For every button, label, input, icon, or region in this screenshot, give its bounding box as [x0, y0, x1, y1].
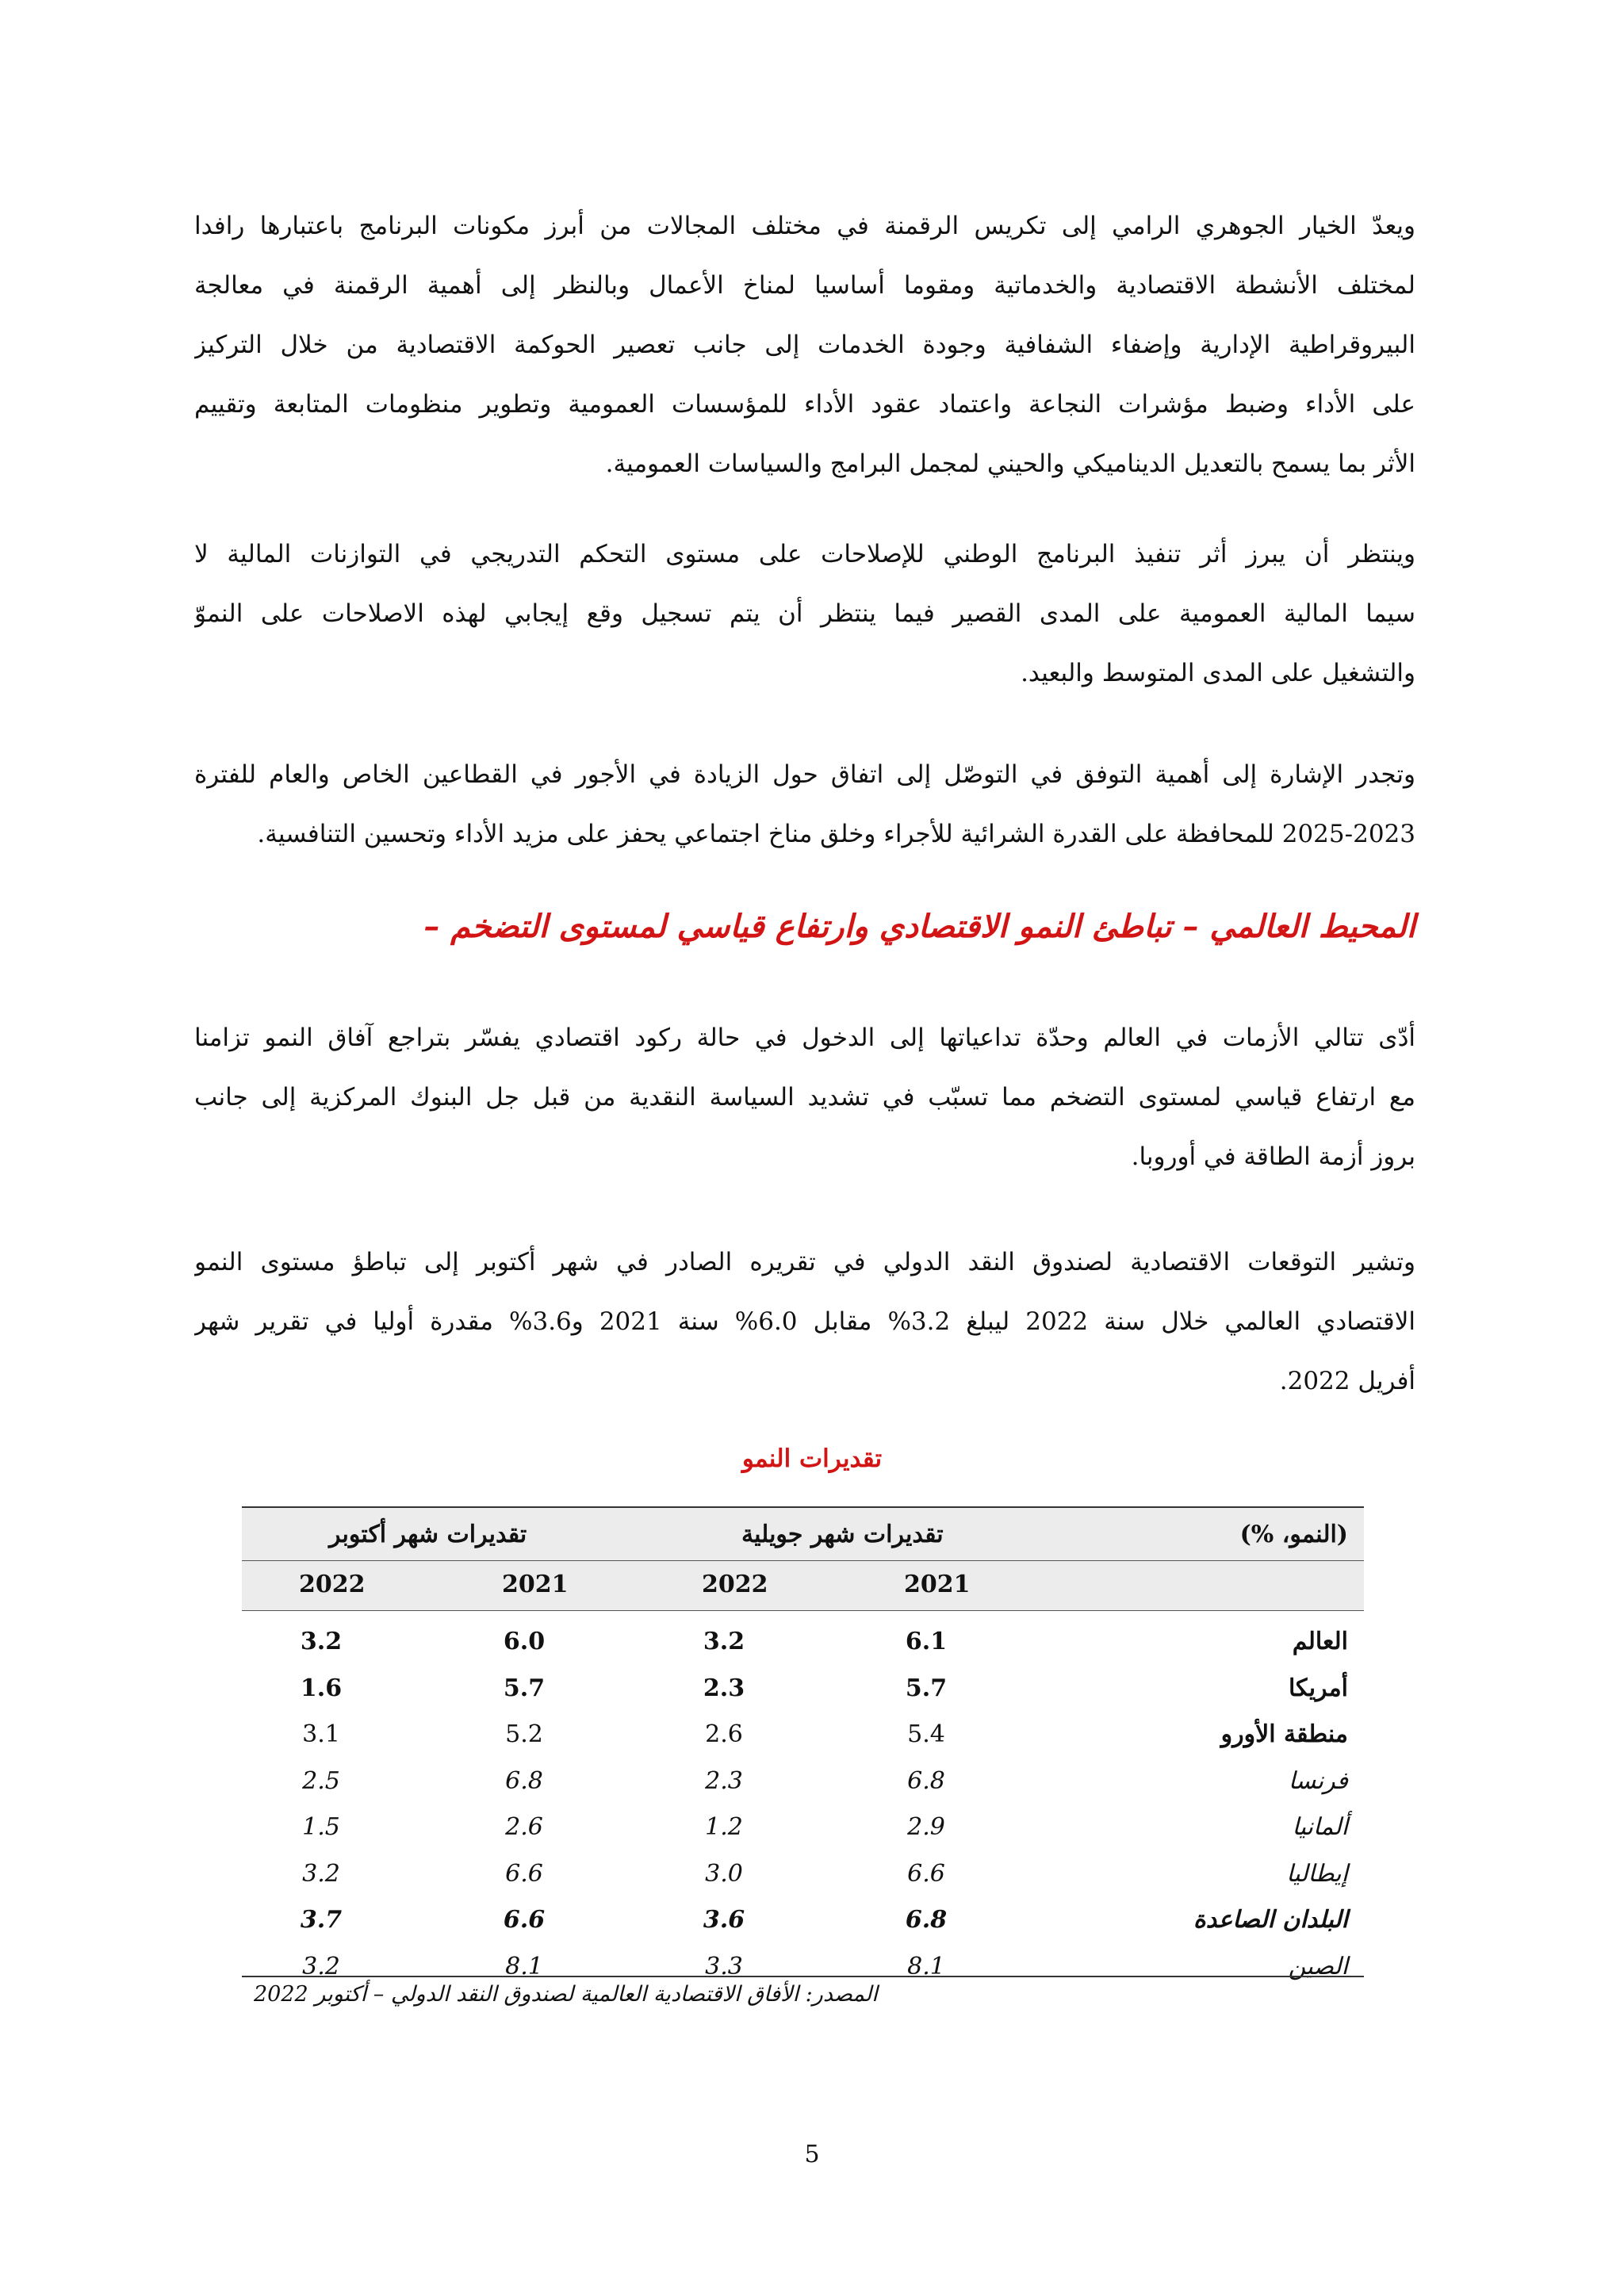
- table-cell: 6.1: [905, 1628, 948, 1655]
- table-cell: 3.6: [703, 1906, 745, 1934]
- section-heading: المحيط العالمي – تباطئ النمو الاقتصادي وارتفاع قياسي لمستوى التضخم –: [423, 908, 1415, 945]
- paragraph-line: وينتظر أن يبرز أثر تنفيذ البرنامج الوطني للإصلاحات على مستوى التحكم التدريجي في التوازنات المالية لا: [194, 540, 1415, 568]
- table-cell: 5.7: [503, 1674, 546, 1702]
- table-cell: 1.2: [705, 1813, 743, 1841]
- row-label: البلدان الصاعدة: [1193, 1906, 1348, 1934]
- table-cell: 6.6: [907, 1859, 945, 1888]
- paragraph-line: بروز أزمة الطاقة في أوروبا.: [1131, 1142, 1415, 1171]
- table-cell: 3.2: [300, 1628, 343, 1655]
- row-label: الصين: [1288, 1952, 1348, 1980]
- header-oct-2021: 2021: [502, 1571, 569, 1598]
- row-label: إيطاليا: [1286, 1859, 1348, 1888]
- table-title: تقديرات النمو: [741, 1445, 883, 1473]
- table-bottom-rule: [242, 1976, 1364, 1977]
- paragraph-line: أدّى تتالي الأزمات في العالم وحدّة تداعياتها إلى الدخول في حالة ركود اقتصادي يفسّر بتراجع آفاق النمو تزامنا: [194, 1024, 1415, 1052]
- row-label: منطقة الأورو: [1220, 1720, 1348, 1748]
- paragraph-digitization: [194, 197, 1415, 494]
- table-cell: 2.3: [703, 1674, 745, 1702]
- table-cell: 3.2: [302, 1859, 340, 1888]
- header-october: تقديرات شهر أكتوبر: [329, 1521, 527, 1548]
- paragraph-line: على الأداء وضبط مؤشرات النجاعة واعتماد عقود الأداء للمؤسسات العمومية وتطوير منظومات المتابعة وتقييم: [194, 390, 1415, 419]
- paragraph-line: وتشير التوقعات الاقتصادية لصندوق النقد الدولي في تقريره الصادر في شهر أكتوبر إلى تباطؤ مستوى النمو: [194, 1248, 1415, 1276]
- table-row: [242, 1900, 1364, 1946]
- paragraph-line: ويعدّ الخيار الجوهري الرامي إلى تكريس الرقمنة في مختلف المجالات من أبرز مكونات البرنامج باعتبارها رافدا: [194, 212, 1415, 240]
- table-row: [242, 1761, 1364, 1807]
- header-july: تقديرات شهر جويلية: [741, 1521, 944, 1548]
- table-row: [242, 1807, 1364, 1853]
- table-cell: 3.2: [302, 1952, 340, 1980]
- table-cell: 3.1: [302, 1720, 340, 1748]
- paragraph-global-crises: [194, 1008, 1415, 1187]
- paragraph-line: مع ارتفاع قياسي لمستوى التضخم مما تسبّب في تشديد السياسة النقدية من قبل جل البنوك المركزية إلى جانب: [194, 1083, 1415, 1112]
- table-cell: 6.6: [503, 1906, 546, 1934]
- paragraph-reforms-impact: [194, 525, 1415, 703]
- table-cell: 2.3: [705, 1766, 743, 1795]
- row-label: أمريكا: [1288, 1674, 1348, 1702]
- paragraph-line: الأثر بما يسمح بالتعديل الديناميكي والحيني لمجمل البرامج والسياسات العمومية.: [605, 450, 1415, 478]
- table-source: المصدر: الأفاق الاقتصادية العالمية لصندوق النقد الدولي – أكتوبر 2022: [254, 1982, 878, 2007]
- row-label: فرنسا: [1288, 1766, 1348, 1795]
- paragraph-line: البيروقراطية الإدارية وإضفاء الشفافية وجودة الخدمات إلى جانب تعصير الحوكمة الاقتصادية من خلال التركيز: [194, 331, 1415, 359]
- table-header-groups: [242, 1506, 1364, 1562]
- table-row: [242, 1714, 1364, 1760]
- table-cell: 5.2: [505, 1720, 543, 1748]
- table-cell: 2.9: [907, 1813, 945, 1841]
- table-header-years: [242, 1560, 1364, 1611]
- table-cell: 3.0: [705, 1859, 743, 1888]
- paragraph-line: الاقتصادي العالمي خلال سنة 2022 ليبلغ 3.2% مقابل 6.0% سنة 2021 و3.6% مقدرة أوليا في تقرير شهر: [194, 1307, 1415, 1336]
- paragraph-line: 2025-2023 للمحافظة على القدرة الشرائية للأجراء وخلق مناخ اجتماعي يحفز على مزيد الأداء وتحسين التنافسية.: [257, 820, 1415, 848]
- table-cell: 3.7: [300, 1906, 343, 1934]
- table-cell: 8.1: [505, 1952, 543, 1980]
- table-cell: 1.5: [302, 1813, 340, 1841]
- header-july-2021: 2021: [904, 1571, 971, 1598]
- paragraph-line: لمختلف الأنشطة الاقتصادية والخدماتية ومقوما أساسيا لمناخ الأعمال وبالنظر إلى أهمية الرقمنة في معالجة: [194, 271, 1415, 300]
- table-cell: 2.5: [302, 1766, 340, 1795]
- table-cell: 3.3: [705, 1952, 743, 1980]
- table-row: [242, 1621, 1364, 1667]
- paragraph-line: والتشغيل على المدى المتوسط والبعيد.: [1021, 659, 1415, 687]
- table-cell: 6.6: [505, 1859, 543, 1888]
- table-cell: 6.0: [503, 1628, 546, 1655]
- row-label: العالم: [1292, 1628, 1348, 1655]
- table-row: [242, 1854, 1364, 1900]
- row-label: ألمانيا: [1292, 1813, 1348, 1841]
- table-cell: 5.4: [907, 1720, 945, 1748]
- table-cell: 3.2: [703, 1628, 745, 1655]
- table-cell: 6.8: [907, 1766, 945, 1795]
- header-july-2022: 2022: [702, 1571, 768, 1598]
- table-cell: 1.6: [300, 1674, 343, 1702]
- paragraph-wages-agreement: [194, 745, 1415, 864]
- page-number: 5: [804, 2141, 820, 2168]
- table-cell: 8.1: [907, 1952, 945, 1980]
- header-oct-2022: 2022: [299, 1571, 366, 1598]
- table-cell: 2.6: [505, 1813, 543, 1841]
- paragraph-line: وتجدر الإشارة إلى أهمية التوفق في التوصّل إلى اتفاق حول الزيادة في الأجور في القطاعين الخاص والعام للفترة: [194, 760, 1415, 789]
- table-row: [242, 1668, 1364, 1714]
- table-cell: 2.6: [705, 1720, 743, 1748]
- header-unit: (النمو، %): [1239, 1521, 1348, 1548]
- paragraph-line: سيما المالية العمومية على المدى القصير فيما ينتظر أن يتم تسجيل وقع إيجابي لهذه الاصلاحات على النموّ: [194, 599, 1415, 628]
- paragraph-line: أفريل 2022.: [1279, 1367, 1415, 1395]
- table-cell: 6.8: [905, 1906, 948, 1934]
- paragraph-imf-forecasts: [194, 1233, 1415, 1411]
- table-cell: 6.8: [505, 1766, 543, 1795]
- table-cell: 5.7: [905, 1674, 948, 1702]
